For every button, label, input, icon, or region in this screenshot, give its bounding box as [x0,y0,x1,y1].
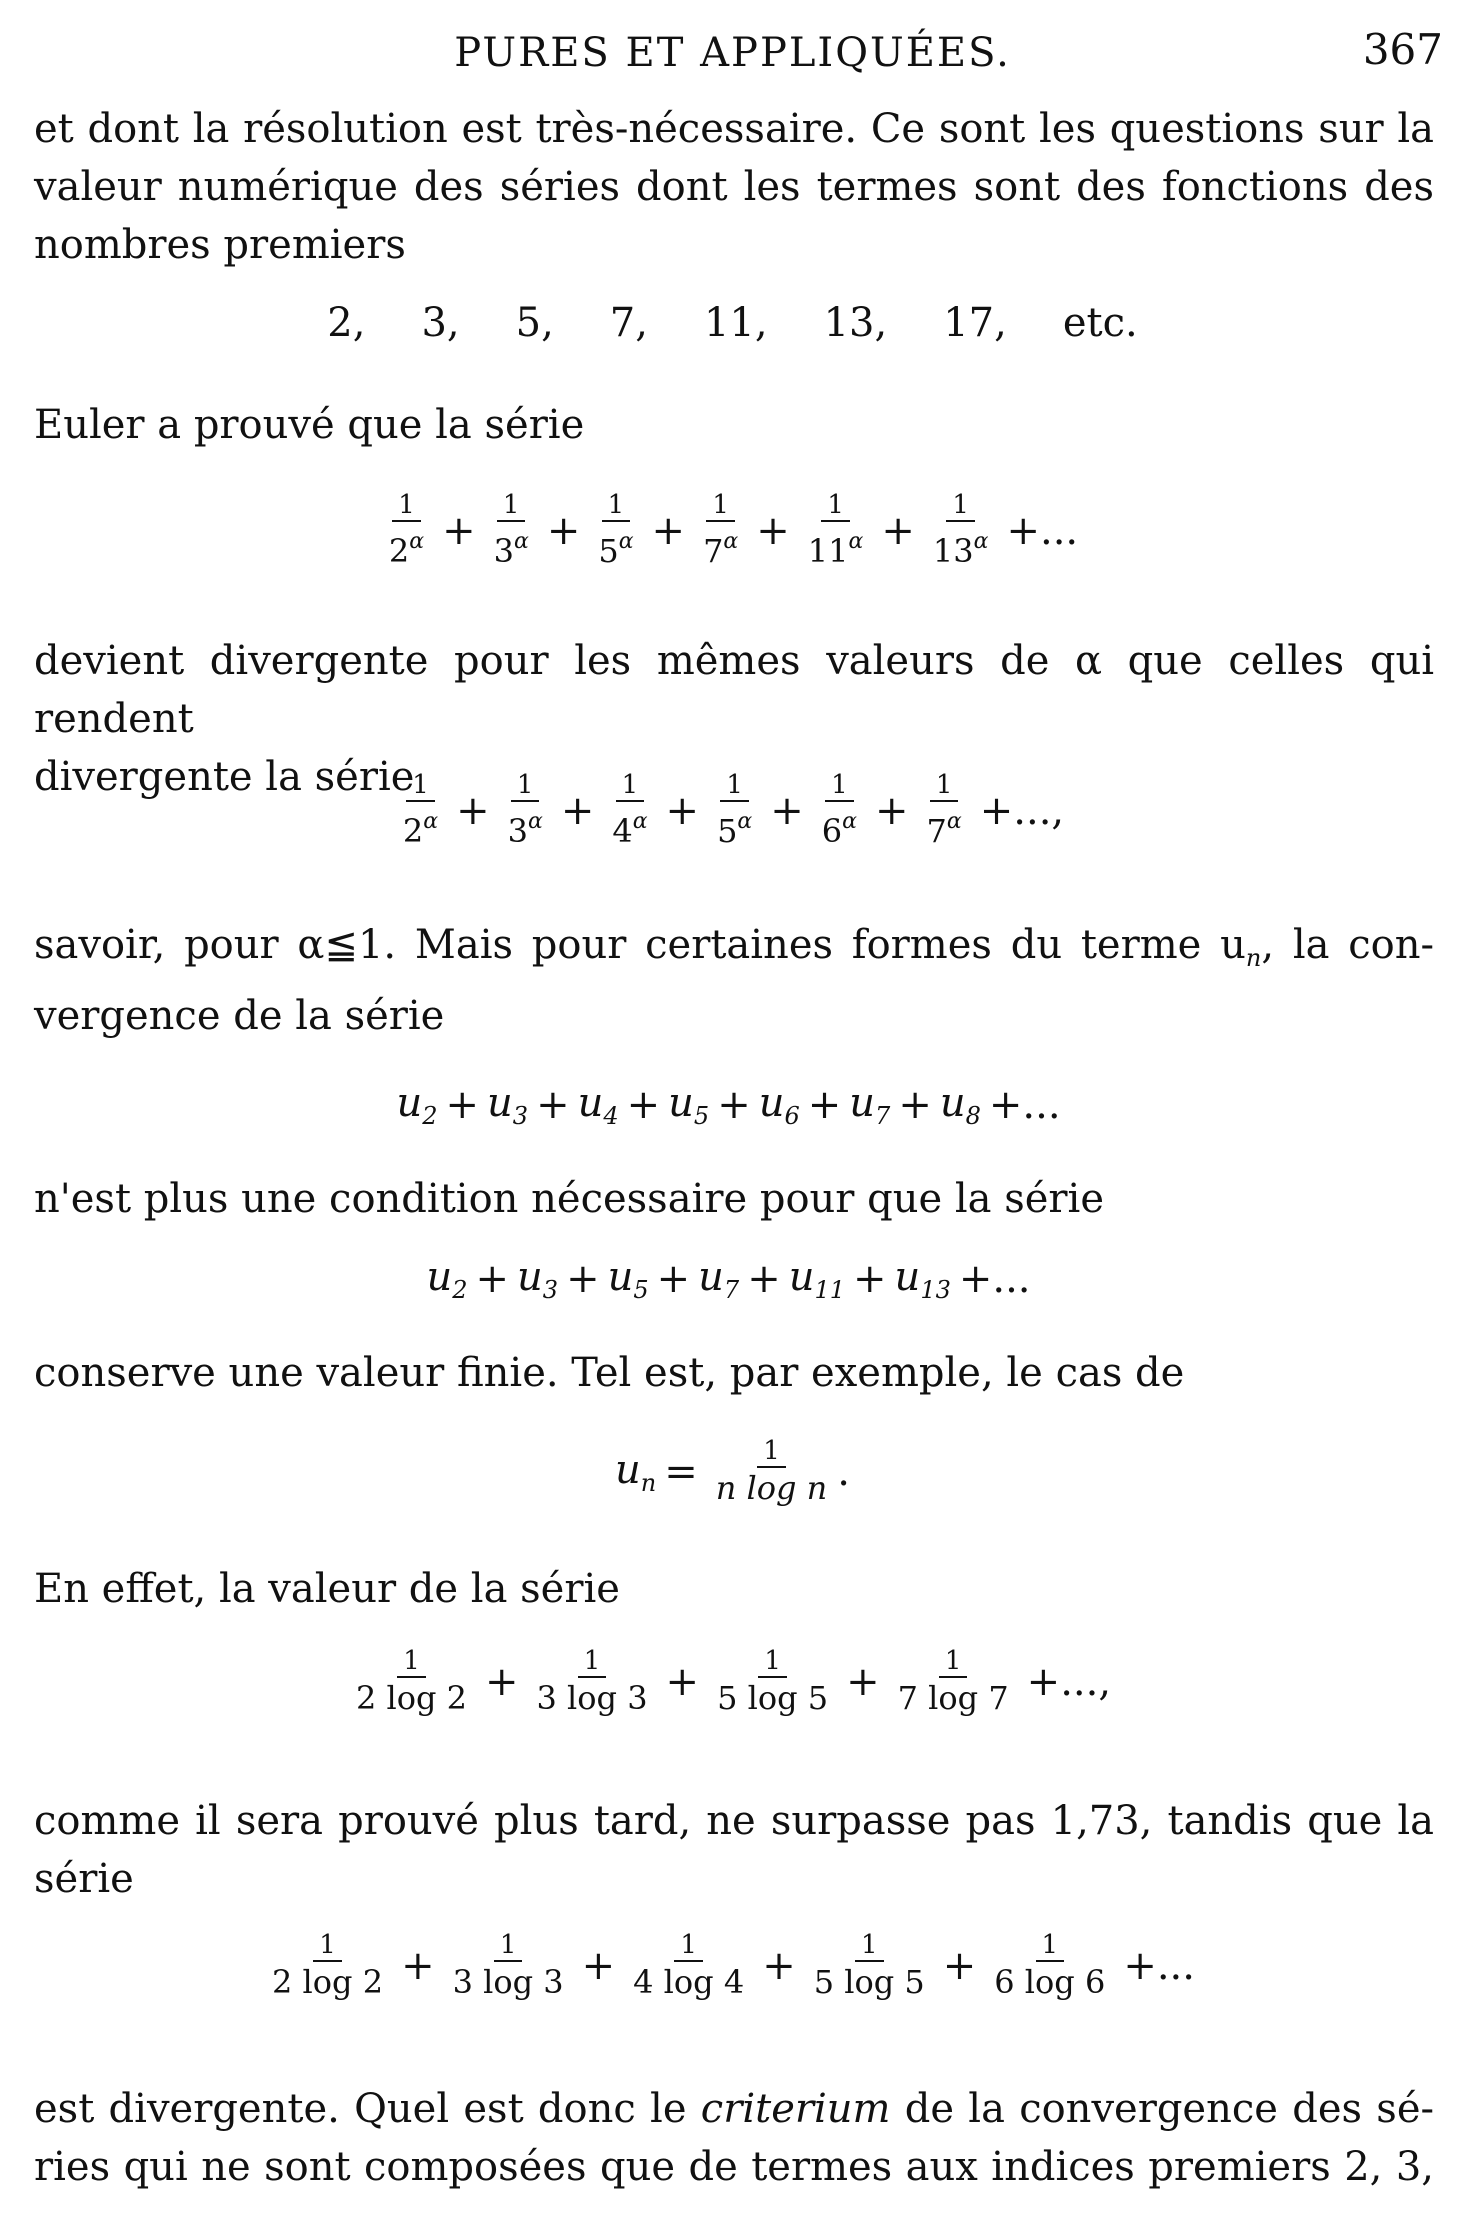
u-term: $u_n$ [614,1447,657,1497]
series-tail: +... [958,1256,1031,1302]
prime-item: 13, [823,300,888,346]
fraction-term: $\frac{1}{11^\alpha}$ [807,490,864,570]
equation-series-u-primes: $u_2$ + $u_3$ + $u_5$ + $u_7$ + $u_{11}$ + $u_{13}$ +... [426,1254,1031,1304]
paragraph-condition [34,1170,1434,1228]
paragraph-savoir [34,916,1434,1045]
fraction-term: $\frac{1}{5^\alpha}$ [598,490,634,570]
paragraph-criterium [34,2080,1434,2196]
u-term: $u_8$ [939,1080,981,1130]
u-term: $u_6$ [758,1080,800,1130]
fraction-term: $\frac{1}{6 \log 6}$ [994,1930,1106,2001]
series-tail: +... [988,1082,1061,1128]
u-term: $u_7$ [849,1080,891,1130]
u-term: $u_4$ [577,1080,619,1130]
fraction-term: $\frac{1}{7^\alpha}$ [703,490,739,570]
text-line: savoir, pour α≦1. Mais pour certaines formes du terme $u_n$, la con- [34,916,1434,987]
fraction-term: $\frac{1}{7^\alpha}$ [926,770,962,850]
fraction-term: $\frac{1}{3^\alpha}$ [493,490,529,570]
u-term: $u_3$ [517,1254,559,1304]
fraction-term: $\frac{1}{2^\alpha}$ [402,770,439,850]
page-number: 367 [1362,25,1443,74]
series-tail: +..., [979,787,1065,834]
fraction-term: $\frac{1}{3 \log 3}$ [536,1646,648,1717]
text-line: est divergente. Quel est donc le criterium de la convergence des sé- [34,2086,1435,2132]
text-line: série [34,1856,134,1902]
u-term: $u_7$ [698,1254,740,1304]
text-line: n'est plus une condition nécessaire pour que la série [34,1176,1105,1222]
fraction-term: $\frac{1}{2 \log 2}$ [355,1646,467,1717]
equation-series-primes-alpha: $\frac{1}{2^\alpha}$ + $\frac{1}{3^\alpha}$ + $\frac{1}{5^\alpha}$ + $\frac{1}{7^\alpha}$ + $\frac{1}{11^\alpha}$ + $\frac{1}{13^\alpha}$ +... [0,490,1465,571]
u-term: $u_{11}$ [788,1254,846,1304]
paragraph-conserve [34,1344,1434,1402]
primes-list [0,300,1465,346]
fraction-term: $\frac{1}{3^\alpha}$ [507,770,543,850]
text-line: valeur numérique des séries dont les termes sont des fonctions des [34,164,1434,210]
series-tail: +... [1123,1943,1195,1989]
fraction-term: $\frac{1}{5^\alpha}$ [717,770,753,850]
series-tail: +..., [1026,1659,1112,1705]
fraction-term: $\frac{1}{3 \log 3}$ [452,1930,564,2001]
u-term: $u_2$ [426,1254,468,1304]
prime-item: 2, [327,300,366,346]
leq-symbol: ≦ [324,922,358,968]
fraction-term: $\frac{1}{13^\alpha}$ [932,490,989,570]
equation-series-primes-log: $\frac{1}{2 \log 2}$ + $\frac{1}{3 \log 3}$ + $\frac{1}{5 \log 5}$ + $\frac{1}{7 \log 7}$ +..., [0,1646,1465,1718]
equation-series-integers-alpha: $\frac{1}{2^\alpha}$ + $\frac{1}{3^\alpha}$ + $\frac{1}{4^\alpha}$ + $\frac{1}{5^\alpha}$ + $\frac{1}{6^\alpha}$ + $\frac{1}{7^\alpha}$ +..., [0,770,1465,851]
series-tail: +... [1006,507,1079,554]
fraction-term: $\frac{1}{\text{n log n}}$ [715,1436,828,1507]
running-header: PURES ET APPLIQUÉES. [454,30,1011,76]
fraction-term: $\frac{1}{4 \log 4}$ [633,1930,745,2001]
prime-item: 11, [703,300,768,346]
u-term: $u_2$ [396,1080,438,1130]
text-line: divergente la série [34,754,415,800]
text-line: devient divergente pour les mêmes valeurs de α que celles qui rendent [34,638,1434,742]
text-line: En effet, la valeur de la série [34,1566,620,1612]
equation-series-u-integers: $u_2$ + $u_3$ + $u_4$ + $u_5$ + $u_6$ + $u_7$ + $u_8$ +... [396,1080,1061,1130]
u-term: $u_5$ [607,1254,649,1304]
prime-item: 7, [609,300,648,346]
fraction-term: $\frac{1}{4^\alpha}$ [612,770,648,850]
text-line: comme il sera prouvé plus tard, ne surpasse pas 1,73, tandis que la [34,1798,1434,1844]
fraction-term: $\frac{1}{2^\alpha}$ [388,490,425,570]
paragraph-intro [34,100,1434,274]
u-term: $u_5$ [668,1080,710,1130]
fraction-term: $\frac{1}{5 \log 5}$ [813,1930,925,2001]
equation-series-integers-log: $\frac{1}{2 \log 2}$ + $\frac{1}{3 \log 3}$ + $\frac{1}{4 \log 4}$ + $\frac{1}{5 \log 5}$ + $\frac{1}{6 \log 6}$ +... [0,1930,1465,2002]
fraction-term: $\frac{1}{7 \log 7}$ [897,1646,1009,1717]
text-line: ries qui ne sont composées que de termes aux indices premiers 2, 3, [34,2144,1434,2190]
equation-un-definition: $u_n$ = $\frac{1}{\text{n log n}}$ . [614,1436,850,1507]
fraction-term: $\frac{1}{2 \log 2}$ [272,1930,384,2001]
text-line: Euler a prouvé que la série [34,402,585,448]
text-line: vergence de la série [34,993,445,1039]
paragraph-euler [34,396,1434,454]
fraction-term: $\frac{1}{5 \log 5}$ [717,1646,829,1717]
paragraph-comme [34,1792,1434,1908]
text-line: conserve une valeur finie. Tel est, par exemple, le cas de [34,1350,1185,1396]
text-line: et dont la résolution est très-nécessaire. Ce sont les questions sur la [34,106,1434,152]
u-term: $u_3$ [487,1080,529,1130]
paragraph-en-effet [34,1560,1434,1618]
prime-item: 3, [421,300,460,346]
prime-item: 17, [943,300,1007,346]
fraction-term: $\frac{1}{6^\alpha}$ [821,770,858,850]
text-line: nombres premiers [34,222,406,268]
u-term: $u_{13}$ [894,1254,951,1304]
prime-item: 5, [515,300,554,346]
prime-item: etc. [1062,300,1138,346]
